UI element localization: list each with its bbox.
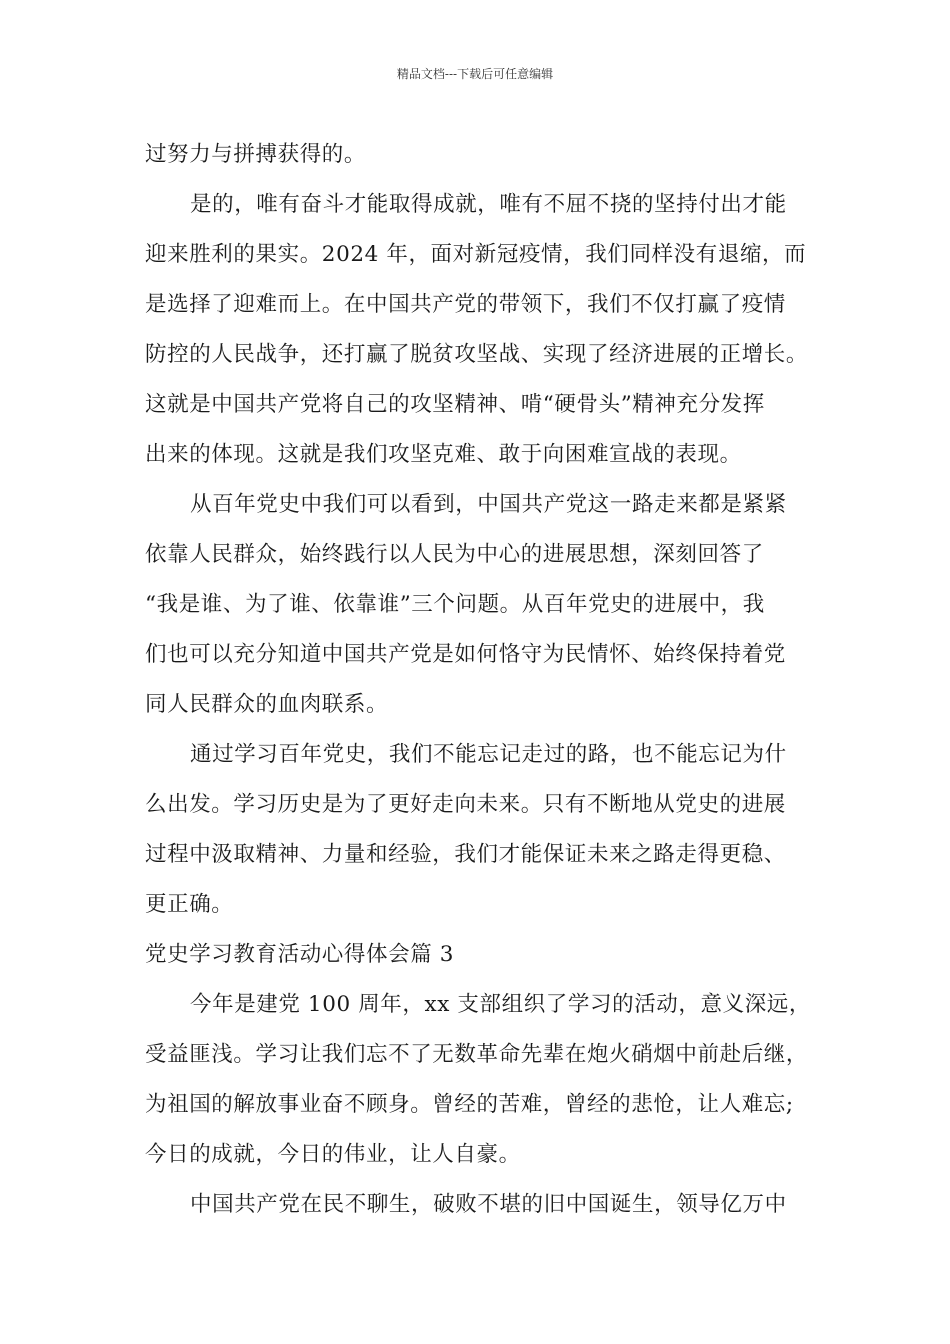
paragraph-start-line: 是的，唯有奋斗才能取得成就，唯有不屈不挠的坚持付出才能 bbox=[190, 192, 787, 217]
paragraph-start-line: 中国共产党在民不聊生，破败不堪的旧中国诞生，领导亿万中 bbox=[190, 1192, 787, 1217]
section-heading: 党史学习教育活动心得体会篇 3 bbox=[145, 942, 455, 967]
text-line: 防控的人民战争，还打赢了脱贫攻坚战、实现了经济进展的正增长。 bbox=[145, 342, 809, 367]
text-line: 出来的体现。这就是我们攻坚克难、敢于向困难宣战的表现。 bbox=[145, 442, 742, 467]
text-line: 迎来胜利的果实。2024 年，面对新冠疫情，我们同样没有退缩，而 bbox=[145, 242, 807, 267]
text-line: 过努力与拼搏获得的。 bbox=[145, 142, 367, 167]
document-body bbox=[145, 130, 810, 1230]
text-line: 今日的成就，今日的伟业，让人自豪。 bbox=[145, 1142, 521, 1167]
text-line: 受益匪浅。学习让我们忘不了无数革命先辈在炮火硝烟中前赴后继， bbox=[145, 1042, 809, 1067]
text-line: 过程中汲取精神、力量和经验，我们才能保证未来之路走得更稳、 bbox=[145, 842, 786, 867]
paragraph-start-line: 通过学习百年党史，我们不能忘记走过的路，也不能忘记为什 bbox=[190, 742, 787, 767]
text-line: 依靠人民群众，始终践行以人民为中心的进展思想，深刻回答了 bbox=[145, 542, 764, 567]
text-line: “我是谁、为了谁、依靠谁”三个问题。从百年党史的进展中，我 bbox=[145, 592, 765, 617]
text-line: 么出发。学习历史是为了更好走向未来。只有不断地从党史的进展 bbox=[145, 792, 786, 817]
text-line: 这就是中国共产党将自己的攻坚精神、啃“硬骨头”精神充分发挥 bbox=[145, 392, 765, 417]
paragraph-start-line: 今年是建党 100 周年，xx 支部组织了学习的活动，意义深远， bbox=[190, 992, 811, 1017]
text-line: 为祖国的解放事业奋不顾身。曾经的苦难，曾经的悲怆，让人难忘; bbox=[145, 1092, 794, 1117]
text-line: 更正确。 bbox=[145, 892, 234, 917]
text-line: 同人民群众的血肉联系。 bbox=[145, 692, 389, 717]
text-line: 们也可以充分知道中国共产党是如何恪守为民情怀、始终保持着党 bbox=[145, 642, 786, 667]
paragraph-start-line: 从百年党史中我们可以看到，中国共产党这一路走来都是紧紧 bbox=[190, 492, 787, 517]
text-line: 是选择了迎难而上。在中国共产党的带领下，我们不仅打赢了疫情 bbox=[145, 292, 786, 317]
page-header: 精品文档---下载后可任意编辑 bbox=[396, 67, 554, 81]
